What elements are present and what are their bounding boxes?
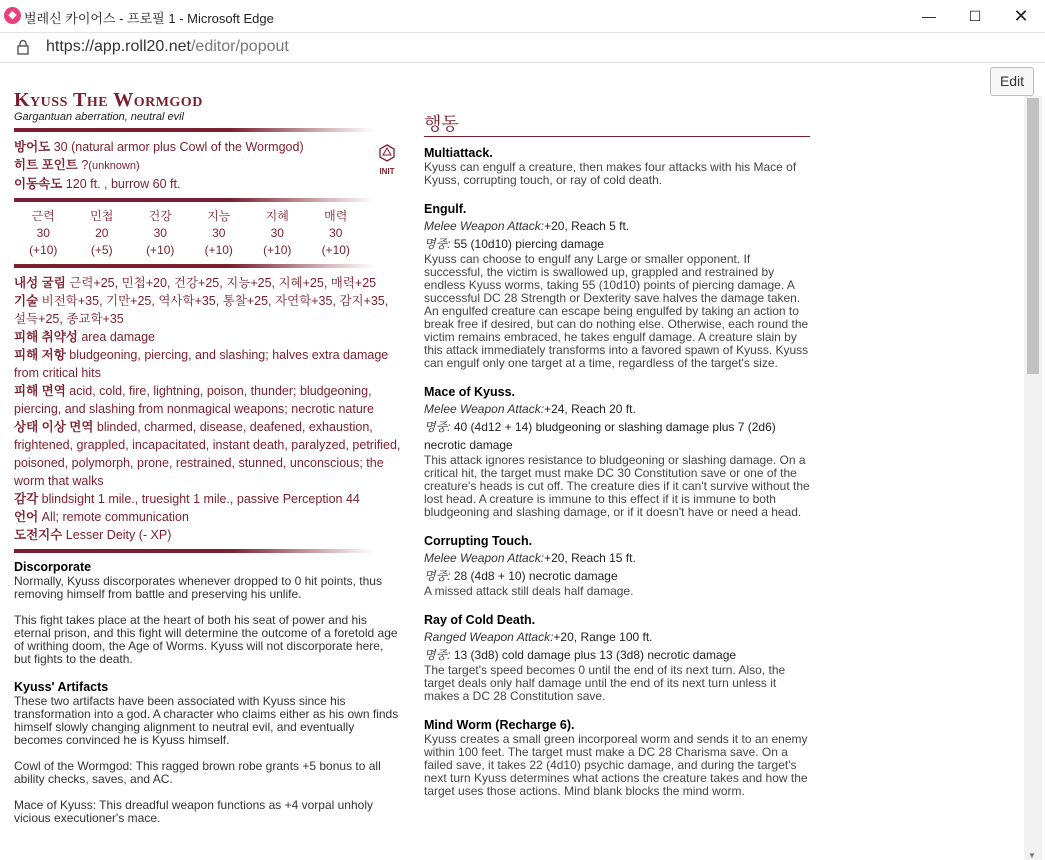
- minimize-button[interactable]: —: [922, 8, 936, 24]
- action-desc: This attack ignores resistance to bludgeoning or slashing damage. On a critical hit, the target must make DC 30 Constitution save or one of the creature's heads is cut off. The creature dies if it can't survive without the lost head. A creature is immune to this effect if it is immune to both bludgeoning and slashing damage, or if it doesn't have or need a head.: [424, 453, 810, 519]
- vertical-scrollbar[interactable]: [1024, 96, 1042, 860]
- armor-class-line: [14, 138, 402, 156]
- resist-value: bludgeoning, piercing, and slashing; halves extra damage from critical hits: [14, 348, 389, 380]
- senses-line: [14, 490, 402, 508]
- hit-label: 명중:: [424, 420, 451, 434]
- lang-label: 언어: [14, 510, 39, 524]
- close-button[interactable]: ✕: [1013, 6, 1029, 26]
- senses-label: 감각: [14, 492, 39, 506]
- attack-value: +20, Range 100 ft.: [553, 630, 653, 644]
- vuln-label: 피해 취약성: [14, 330, 78, 344]
- hit-value: 40 (4d12 + 14) bludgeoning or slashing damage plus 7 (2d6) necrotic damage: [424, 420, 776, 452]
- ability-mod: (+10): [263, 243, 292, 257]
- action-name[interactable]: Ray of Cold Death.: [424, 613, 536, 627]
- immunities-line: [14, 382, 402, 418]
- ability-score: 30: [36, 226, 50, 240]
- attack-value: +20, Reach 5 ft.: [544, 219, 630, 233]
- ability-mod: (+10): [29, 243, 58, 257]
- hit-label: 명중:: [424, 237, 451, 251]
- ability-name: 건강: [148, 209, 172, 223]
- immune-label: 피해 면역: [14, 384, 66, 398]
- attack-line[interactable]: [424, 217, 810, 235]
- resistances-line: [14, 346, 402, 382]
- challenge-line: [14, 526, 402, 544]
- action-ray-of-cold-death: [424, 613, 810, 703]
- attack-value: +20, Reach 15 ft.: [544, 551, 636, 565]
- lang-value: All; remote communication: [41, 510, 189, 524]
- action-name[interactable]: Corrupting Touch.: [424, 534, 533, 548]
- hit-value: 13 (3d8) cold damage plus 13 (3d8) necrotic damage: [453, 648, 737, 662]
- cond-value: blinded, charmed, disease, deafened, exhaustion, frightened, grappled, incapacitated, instant death, paralyzed, petrified, poisoned, polymorph, prone, restrained, stunned, unconscious; the worm that walks: [14, 420, 401, 488]
- url-path: /editor/popout: [190, 38, 289, 55]
- speed-line: [14, 175, 402, 193]
- attack-type: Melee Weapon Attack:: [424, 402, 545, 416]
- skills-line: [14, 292, 402, 328]
- window-titlebar: [0, 0, 1045, 33]
- ability-name: 근력: [31, 209, 55, 223]
- saving-throws-line: [14, 274, 402, 292]
- speed-value: 120 ft. , burrow 60 ft.: [65, 177, 181, 191]
- condition-immunities-line: [14, 418, 402, 490]
- action-desc: A missed attack still deals half damage.: [424, 584, 634, 598]
- cr-value: Lesser Deity (- XP): [65, 528, 172, 542]
- divider: [424, 136, 810, 137]
- senses-value: blindsight 1 mile., truesight 1 mile., passive Perception 44: [41, 492, 360, 506]
- attack-line[interactable]: [424, 628, 810, 646]
- address-bar: [0, 33, 1045, 63]
- vuln-value: area damage: [81, 330, 156, 344]
- attack-line[interactable]: [424, 400, 810, 418]
- hit-label: 명중:: [424, 569, 451, 583]
- ability-score: 30: [212, 226, 226, 240]
- action-multiattack: [424, 146, 810, 187]
- trait-name: Kyuss' Artifacts: [14, 680, 109, 694]
- action-name[interactable]: Mind Worm (Recharge 6).: [424, 718, 575, 732]
- saves-value[interactable]: 근력+25, 민첩+20, 건강+25, 지능+25, 지혜+25, 매력+25: [69, 276, 377, 290]
- trait-text: This fight takes place at the heart of both his seat of power and his eternal prison, and this fight will determine the outcome of a foretold age of writhing doom, the Age of Worms. Kyuss will not discorporate here, but fights to the death.: [14, 613, 398, 666]
- divider: [14, 198, 374, 202]
- ability-int[interactable]: [190, 208, 249, 259]
- attack-type: Melee Weapon Attack:: [424, 551, 545, 565]
- ability-mod: (+10): [146, 243, 175, 257]
- trait-name: Discorporate: [14, 560, 92, 574]
- ability-score: 30: [153, 226, 167, 240]
- hp-value: ?: [81, 158, 89, 172]
- action-engulf: [424, 202, 810, 370]
- hit-points-line: [14, 156, 402, 175]
- initiative-roll-button[interactable]: [375, 144, 399, 176]
- action-corrupting-touch: [424, 534, 810, 598]
- trait-text: Mace of Kyuss: This dreadful weapon functions as +4 vorpal unholy vicious executioner's mace.: [14, 798, 373, 825]
- d20-icon: [378, 144, 396, 162]
- url-host: https://app.roll20.net: [46, 38, 191, 55]
- monster-name: Kyuss The Wormgod: [14, 89, 203, 111]
- hit-label: 명중:: [424, 648, 451, 662]
- ability-con[interactable]: [131, 208, 190, 259]
- d20-app-icon: ◆: [4, 7, 21, 24]
- action-name[interactable]: Engulf.: [424, 202, 467, 216]
- trait-text: Cowl of the Wormgod: This ragged brown robe grants +5 bonus to all ability checks, saves, and AC.: [14, 759, 381, 786]
- ac-label: 방어도: [14, 140, 51, 154]
- ability-wis[interactable]: [248, 208, 307, 259]
- resist-label: 피해 저항: [14, 348, 66, 362]
- divider: [14, 264, 374, 268]
- hit-line[interactable]: [424, 567, 810, 585]
- skills-label: 기술: [14, 294, 39, 308]
- hp-note: (unknown): [88, 160, 140, 172]
- maximize-button[interactable]: ☐: [968, 8, 982, 24]
- attack-line[interactable]: [424, 549, 810, 567]
- ability-mod: (+5): [90, 243, 113, 257]
- hit-value: 55 (10d10) piercing damage: [453, 237, 604, 251]
- cr-label: 도전지수: [14, 528, 63, 542]
- action-mace-of-kyuss: [424, 385, 810, 519]
- ability-score: 20: [95, 226, 109, 240]
- hit-value: 28 (4d8 + 10) necrotic damage: [453, 569, 618, 583]
- hit-line[interactable]: [424, 418, 810, 454]
- action-desc: Kyuss can choose to engulf any Large or smaller opponent. If successful, the victim is swallowed up, grappled and restrained by endless Kyuss worms, taking 55 (10d10) points of piercing damage. A successful DC 28 Strength or Dexterity save halves the damage taken. An engulfed creature can escape being engulfed by taking an action to break free if desired, but can do nothing else. Otherwise, each round the victim remains embraced, he takes engulf damage. A creature slain by this attack immediately transforms into a favored spawn of Kyuss. Kyuss can engulf only one target at a time, regardless of the target's size.: [424, 252, 809, 370]
- stat-block: [14, 89, 402, 838]
- ability-score: 30: [329, 226, 343, 240]
- immune-value: acid, cold, fire, lightning, poison, thunder; bludgeoning, piercing, and slashing from nonmagical weapons; necrotic nature: [14, 384, 374, 416]
- content-viewport: [0, 63, 1045, 860]
- divider: [14, 549, 374, 553]
- window-title: 벌레신 카이어스 - 프로필 1 - Microsoft Edge: [24, 11, 274, 26]
- trait-artifacts: [14, 679, 402, 825]
- action-desc: Kyuss creates a small green incorporeal worm and sends it to an enemy within 100 feet. The target must make a DC 28 Charisma save. On a failed save, it takes 22 (4d10) psychic damage, and during the target's next turn Kyuss determines what actions the creature takes and how the target uses those actions. Mind blank blocks the mind worm.: [424, 732, 808, 798]
- action-mind-worm: [424, 718, 810, 798]
- trait-text: These two artifacts have been associated with Kyuss since his transformation into a god. A character who claims either as his own finds himself slowly changing alignment to neutral evil, and eventually becomes convinced he is Kyuss himself.: [14, 694, 399, 747]
- attack-type: Melee Weapon Attack:: [424, 219, 545, 233]
- edit-button[interactable]: Edit: [990, 67, 1034, 96]
- ability-name: 매력: [324, 209, 348, 223]
- action-desc: Kyuss can engulf a creature, then makes four attacks with his Mace of Kyuss, corrupting touch, or ray of cold death.: [424, 160, 797, 187]
- saves-label: 내성 굴림: [14, 276, 66, 290]
- trait-text: Normally, Kyuss discorporates whenever dropped to 0 hit points, thus removing himself from battle and preserving his unlife.: [14, 574, 382, 601]
- ability-name: 지혜: [265, 209, 289, 223]
- ability-name: 민첩: [90, 209, 114, 223]
- speed-label: 이동속도: [14, 177, 63, 191]
- action-name[interactable]: Mace of Kyuss.: [424, 385, 516, 399]
- ability-dex[interactable]: [73, 208, 132, 259]
- ability-str[interactable]: [14, 208, 73, 259]
- trait-discorporate: [14, 559, 402, 666]
- vulnerabilities-line: [14, 328, 402, 346]
- url-field[interactable]: [46, 38, 289, 56]
- attack-value: +24, Reach 20 ft.: [544, 402, 636, 416]
- hit-line[interactable]: [424, 235, 810, 253]
- action-name[interactable]: Multiattack.: [424, 146, 493, 160]
- actions-title: 행동: [424, 114, 459, 134]
- ability-scores: [14, 208, 374, 259]
- attack-type: Ranged Weapon Attack:: [424, 630, 554, 644]
- actions-section: [424, 113, 810, 813]
- scrollbar-thumb[interactable]: [1027, 98, 1039, 374]
- ability-mod: (+10): [204, 243, 233, 257]
- ability-cha[interactable]: [307, 208, 366, 259]
- cond-label: 상태 이상 면역: [14, 420, 94, 434]
- ability-mod: (+10): [321, 243, 350, 257]
- monster-type: Gargantuan aberration, neutral evil: [14, 111, 184, 123]
- hp-label: 히트 포인트: [14, 158, 78, 172]
- skills-value[interactable]: 비전학+35, 기만+25, 역사학+35, 통찰+25, 자연학+35, 감지+35, 설득+25, 종교학+35: [14, 294, 389, 326]
- ability-score: 30: [270, 226, 284, 240]
- languages-line: [14, 508, 402, 526]
- divider: [14, 128, 374, 132]
- ac-value: 30: [53, 140, 68, 154]
- scroll-down-arrow-icon[interactable]: ▼: [1028, 851, 1036, 860]
- ability-name: 지능: [207, 209, 231, 223]
- hit-line[interactable]: [424, 646, 810, 664]
- init-label: INIT: [379, 167, 395, 176]
- lock-icon: [14, 38, 32, 56]
- ac-note: (natural armor plus Cowl of the Wormgod): [71, 140, 304, 154]
- action-desc: The target's speed becomes 0 until the end of its next turn. Also, the target deals only half damage until the end of its next turn unless it makes a DC 28 Constitution save.: [424, 663, 786, 703]
